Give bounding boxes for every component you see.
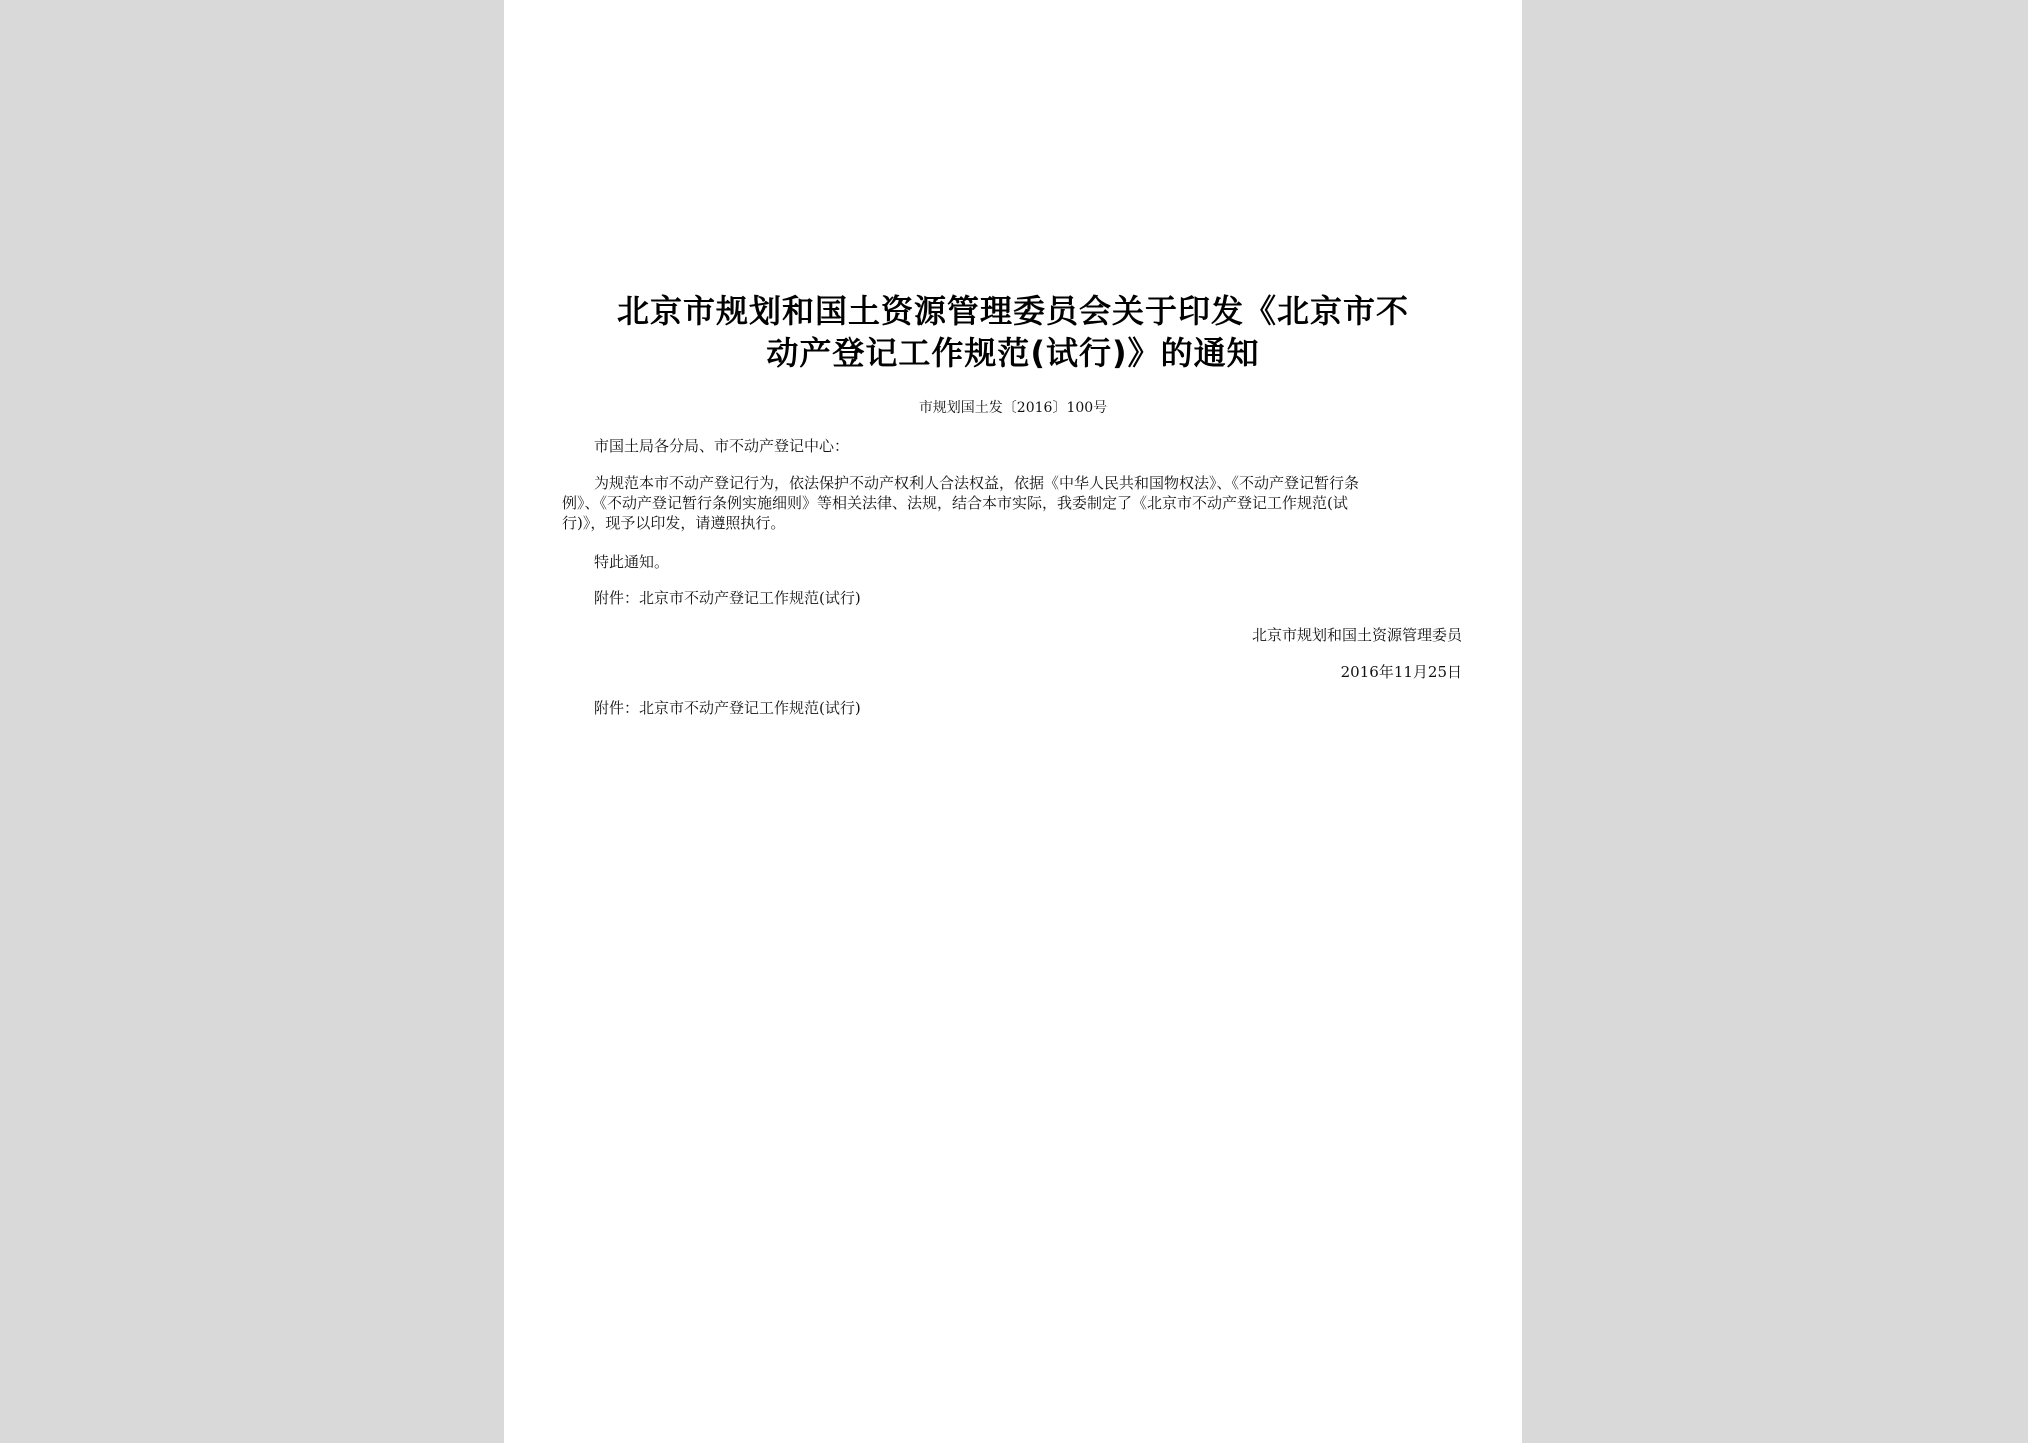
- title-line-2: 动产登记工作规范(试行)》的通知: [766, 334, 1260, 372]
- issuer-signature: 北京市规划和国土资源管理委员: [1251, 626, 1462, 644]
- closing-text: 特此通知。: [594, 553, 670, 571]
- attachment-note: 附件：北京市不动产登记工作规范(试行): [594, 589, 861, 607]
- title-line-1: 北京市规划和国土资源管理委员会关于印发《北京市不: [616, 292, 1409, 330]
- body-paragraph-line-2: 例》、《不动产登记暂行条例实施细则》等相关法律、法规，结合本市实际，我委制定了《北京市不动产登记工作规范(试: [562, 494, 1348, 512]
- issue-date: 2016年11月25日: [1340, 663, 1462, 681]
- body-paragraph-line-1: 为规范本市不动产登记行为，依法保护不动产权利人合法权益，依据《中华人民共和国物权法》、《不动产登记暂行条: [594, 474, 1360, 492]
- document-number: 市规划国土发〔2016〕100号: [918, 400, 1108, 416]
- attachment-note-repeat: 附件：北京市不动产登记工作规范(试行): [594, 699, 861, 717]
- addressee: 市国土局各分局、市不动产登记中心：: [594, 437, 850, 455]
- document-page: [504, 0, 1522, 1443]
- page-title: [564, 290, 1462, 374]
- body-paragraph-line-3: 行)》，现予以印发，请遵照执行。: [562, 514, 786, 532]
